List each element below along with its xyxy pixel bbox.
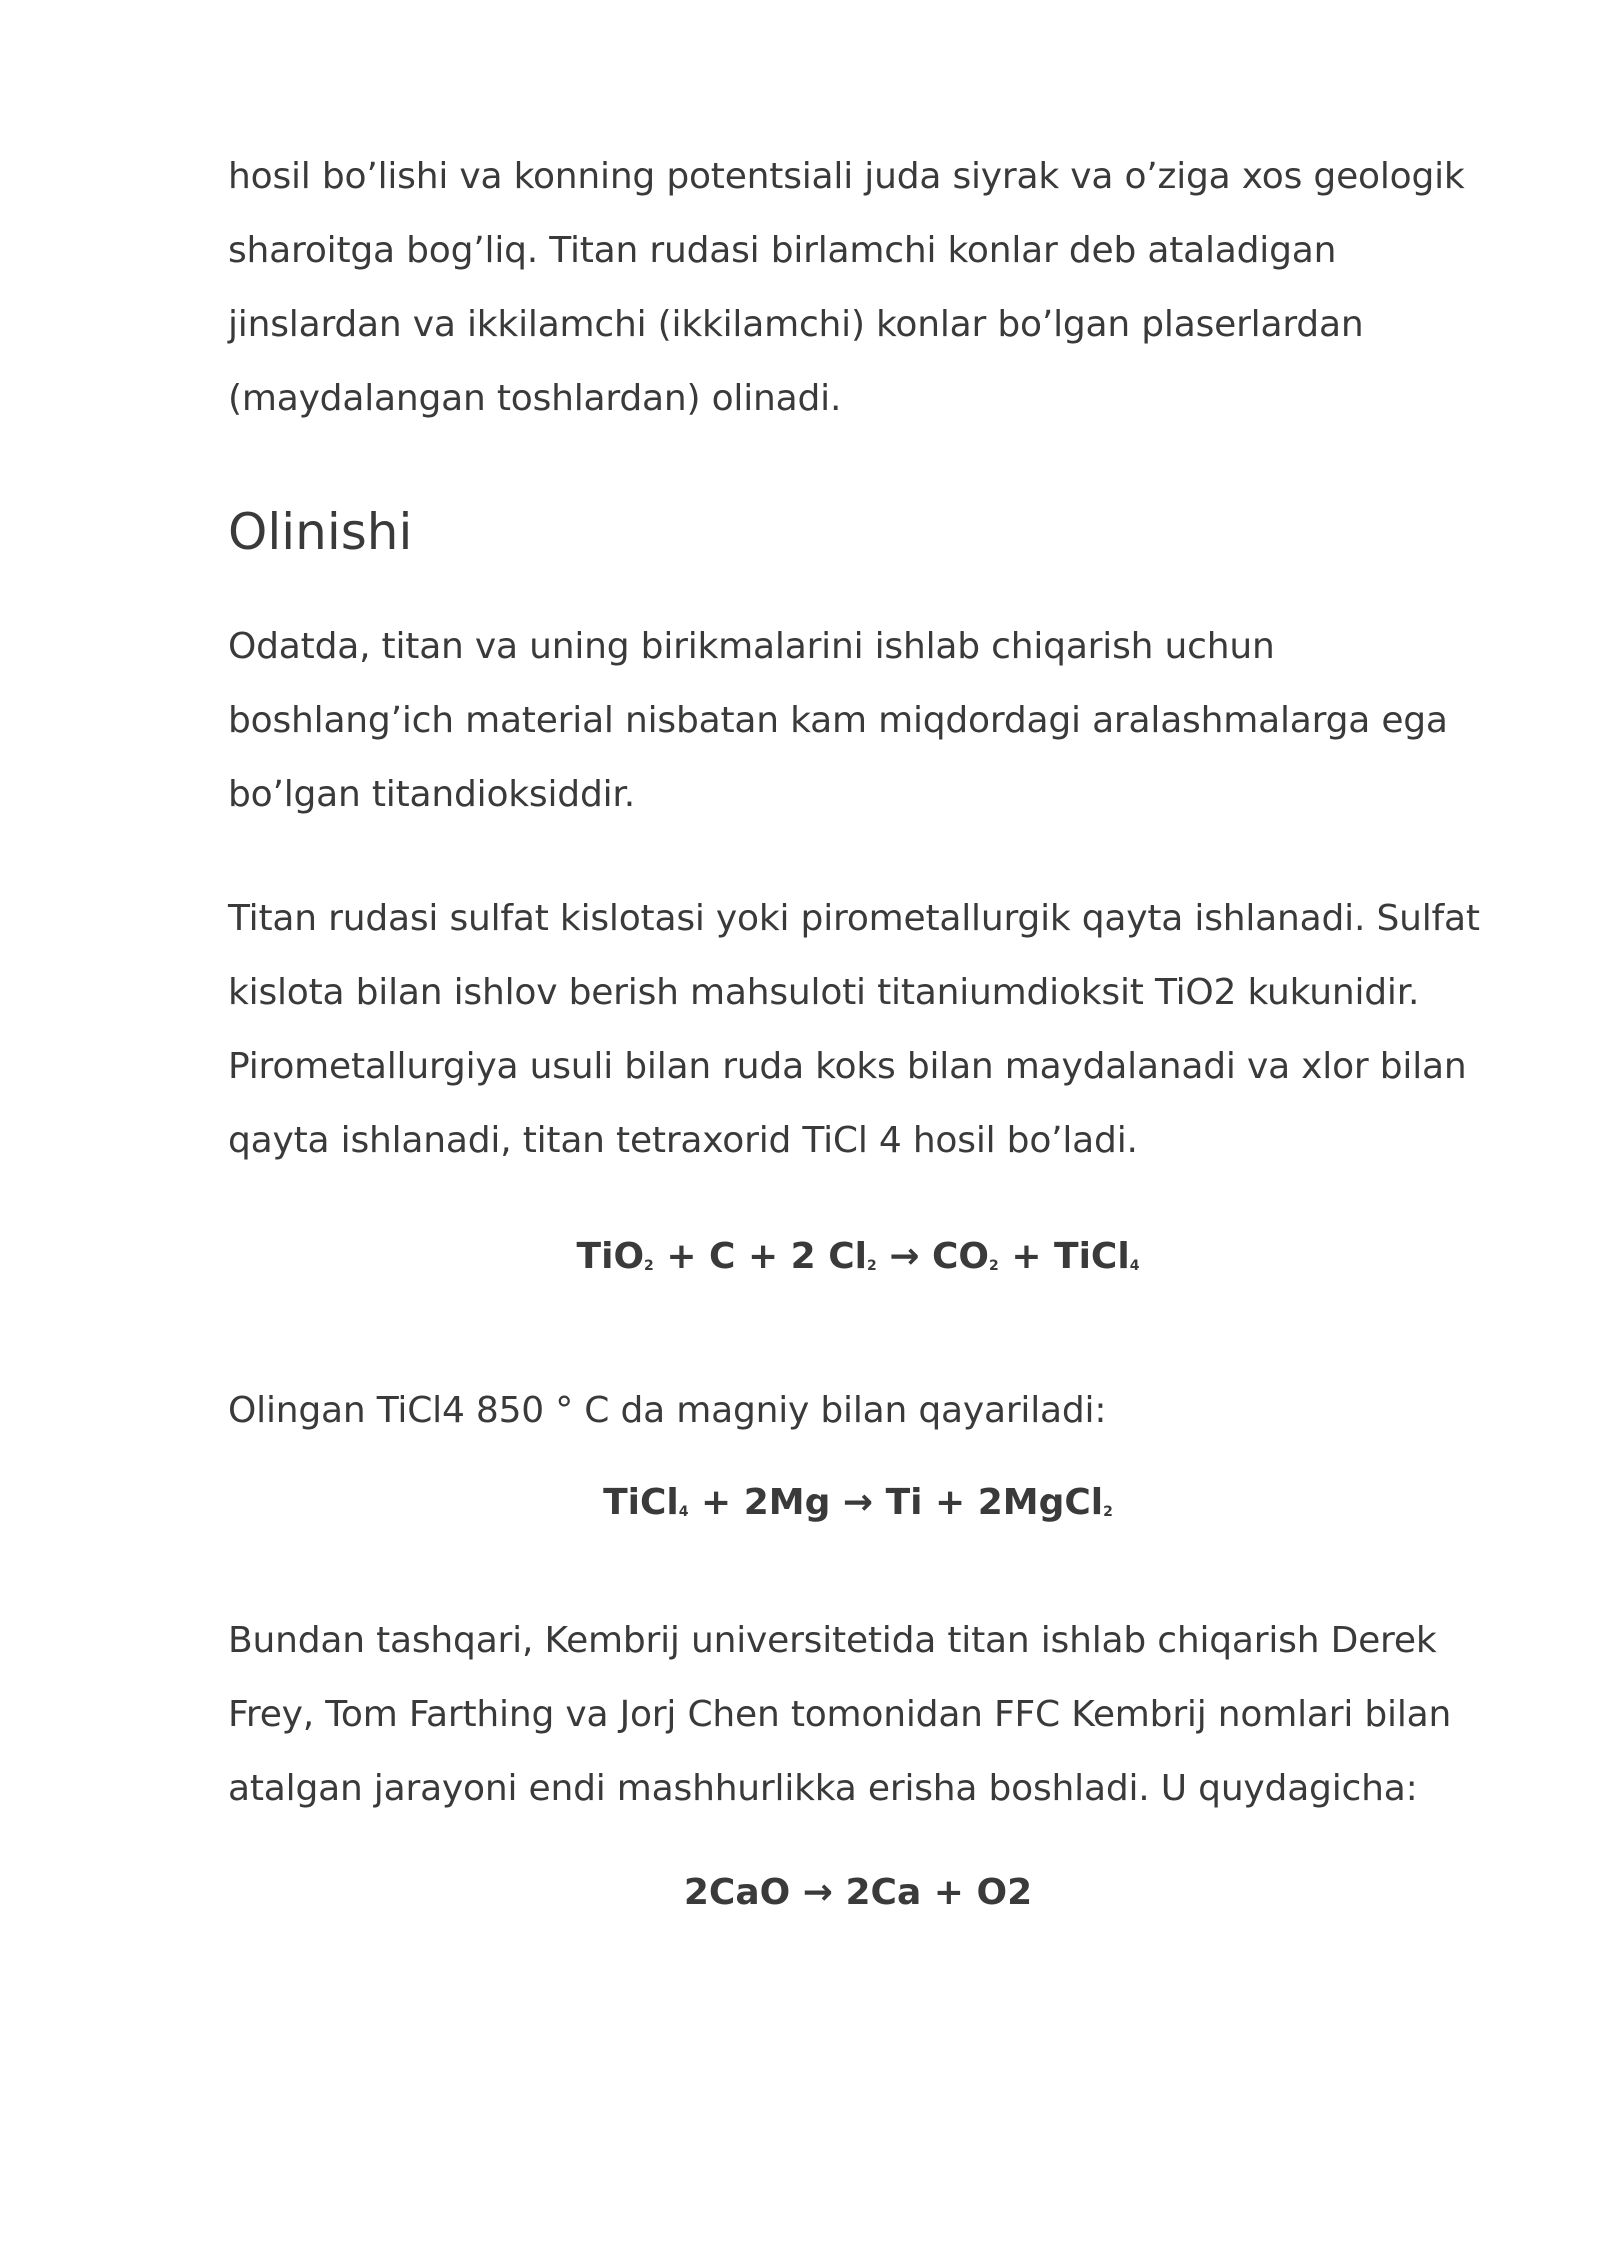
formula-part: + TiCl: [998, 1236, 1130, 1277]
formula-part: + C + 2 Cl: [653, 1236, 868, 1277]
paragraph-reduction: Olingan TiCl4 850 ° C da magniy bilan qayariladi:: [228, 1390, 1107, 1431]
formula-subscript: 4: [678, 1504, 689, 1520]
formula-subscript: 2: [867, 1258, 877, 1274]
formula-subscript: 2: [1103, 1504, 1113, 1520]
formula-cao-electrolysis: 2CaO → 2Ca + O2: [683, 1872, 1033, 1913]
formula-magnesium-reduction: [228, 1482, 1488, 1523]
paragraph-starting-material: Odatda, titan va uning birikmalarini ishlab chiqarish uchun boshlang’ich material nisbatan kam miqdordagi aralashmalarga ega bo’lgan titandioksiddir.: [228, 626, 1448, 815]
formula-chlorination: [228, 1236, 1488, 1277]
paragraph-geology: hosil bo’lishi va konning potentsiali juda siyrak va o’ziga xos geologik sharoitga bog’liq. Titan rudasi birlamchi konlar deb ataladigan jinslardan va ikkilamchi (ikkilamchi) konlar bo’lgan plaserlardan (maydalangan toshlardan) olinadi.: [228, 156, 1465, 419]
paragraph-processing: Titan rudasi sulfat kislotasi yoki pirometallurgik qayta ishlanadi. Sulfat kislota bilan ishlov berish mahsuloti titaniumdioksit TiO2 kukunidir. Pirometallurgiya usuli bilan ruda koks bilan maydalanadi va xlor bilan qayta ishlanadi, titan tetraxorid TiCl 4 hosil bo’ladi.: [228, 898, 1480, 1161]
formula-subscript: 2: [644, 1258, 654, 1274]
section-heading-olinishi: Olinishi: [228, 503, 413, 561]
formula-part: TiCl: [603, 1482, 679, 1523]
paragraph-ffc-cambridge: Bundan tashqari, Kembrij universitetida titan ishlab chiqarish Derek Frey, Tom Farthing va Jorj Chen tomonidan FFC Kembrij nomlari bilan atalgan jarayoni endi mashhurlikka erisha boshladi. U quydagicha:: [228, 1620, 1452, 1809]
formula-subscript: 4: [1129, 1258, 1140, 1274]
formula-part: TiO: [576, 1236, 645, 1277]
formula-part: + 2Mg → Ti + 2MgCl: [688, 1482, 1104, 1523]
formula-part: → CO: [876, 1236, 990, 1277]
formula-subscript: 2: [989, 1258, 999, 1274]
